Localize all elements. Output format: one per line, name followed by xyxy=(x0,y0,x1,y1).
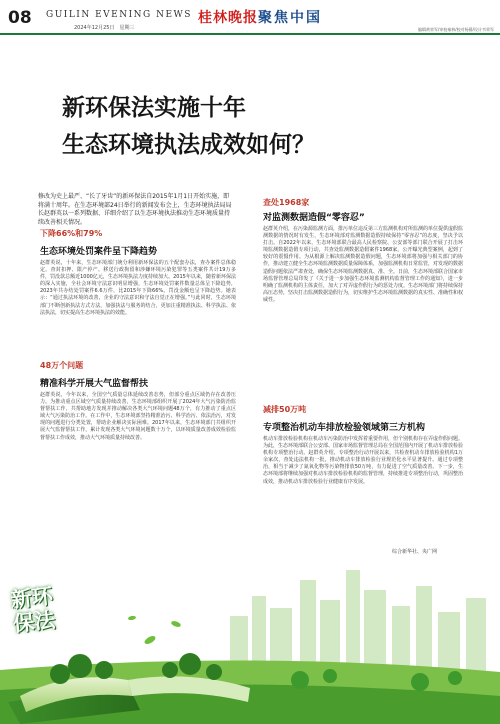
slogan-line-1: 新环 xyxy=(9,583,54,613)
right-section-1-body: 赵群英介绍，在污染源监测方面，排污单位违反第三方监测机构对所监测的单位提供虚假监测数据的情况时有发生，生态环境部对监测数据造假持续保持“零容忍”的态度，坚决予以打击。自2022年以来，生态环境部联合最高人民检察院、公安部等部门联合开展了打击环境监测数据造假专项行动，共查处监测数据造假案件1968家，公开曝光典型案例，起到了较好的震慑作用。为从根源上解决监测数据造假问题，生态环境部将加强与相关部门的协作，推动建立健全生态环境监测数据质量保障体系，加强监测机构日常监管，对发现的数据造假问题依法严肃查处，确保生态环境监测数据真、准、全。日前，生态环境部联合国家市场监督管理总局印发了《关于进一步加强生态环境监测机构监督管理工作的通知》，进一步明确了监测机构的主体责任，加大了对弄虚作假行为的惩处力度。生态环境部门将持续保持高压态势，坚决打击监测数据造假行为，切实维护生态环境监测数据的真实性、准确性和权威性。 xyxy=(263,226,464,303)
left-section-2-label: 48万个问题 xyxy=(40,361,84,370)
left-section-1-label: 下降66%和79% xyxy=(40,229,103,238)
newspaper-logo: 桂林晚报 xyxy=(198,10,258,26)
lead-paragraph: 修改为史上最严、“长了牙齿”的新环保法自2015年1月1日开始实施，即将满十周年。在生态环境部24日举行的新闻发布会上，生态环境执法局局长赵群英以一系列数据、详细介绍了以生态环境执法推动生态环境质量持续改善相关情况。 xyxy=(38,193,232,226)
page-header xyxy=(0,0,500,34)
issue-date: 2024年12月25日 星期三 xyxy=(74,25,135,31)
left-section-1-body: 赵群英说，十年来，生态环境部门统分利用新环保法的五个配套办法，查办案件总体稳定、查封扣押、限产停产、移送行政拘留和涉嫌环境污染犯罪等五类案件共计19万多件，罚没款总额近1000亿元，生态环境执法力度持续加大。2015年以来，随着新环保法的深入实施，全社会环境守法意识明显增强，生态环境处罚案件数量总体呈下降趋势，2023年共办结处罚案件6.6万件，比2015年下降66%。罚没金额也呈下降趋势。她表示：“通过执法环境的改善，企业的守法意识和守法自觉正在增强。”与此同时，生态环境部门不断创新执法方式方法，加强执法与服务的结合，更加注重精准执法、科学执法、依法执法，切实提高生态环境执法的效能。 xyxy=(40,260,236,316)
right-section-2-label: 减排50万吨 xyxy=(263,405,307,414)
right-section-2-title: 专项整治机动车排放检验领域第三方机构 xyxy=(263,423,426,433)
source-credit: 综合新华社、央广网 xyxy=(392,549,438,555)
page-number: 08 xyxy=(8,8,32,28)
right-section-1-label: 查处1968家 xyxy=(263,198,310,207)
slogan-text xyxy=(10,584,57,636)
right-section-2-body: 机动车排放检验机构在机动车污染防治中发挥着重要作用，但个别机构存在弄虚作假问题。为此，生态环境部联合公安部、国家市场监督管理总局在全国范围内开展了机动车排放检验机构专项整治行动。赵群英介绍，专项整治行动开展以来，共检查机动车排放检验机构1万余家次，查处违法机构一批，推动机动车排放检验行业规范化水平显著提升。通过专项整治，相当于减少了氮氧化物等污染物排放50万吨，有力促进了空气质量改善。下一步，生态环境部将继续加强对机动车排放检验机构的监督管理，持续推进专项整治行动，巩固整治成效，推动机动车排放检验行业健康有序发展。 xyxy=(263,436,464,485)
editors-line: 编辑黄荣军/审校秦林/校对杨静/设计韦荣军 xyxy=(417,27,494,32)
paper-name-en: GUILIN EVENING NEWS xyxy=(46,10,192,20)
green-book-illustration xyxy=(0,520,500,724)
left-section-1-title: 生态环境处罚案件呈下降趋势 xyxy=(40,247,158,257)
headline xyxy=(62,90,315,164)
header-divider xyxy=(0,33,500,35)
headline-line-2: 生态环境执法成效如何？ xyxy=(62,132,315,158)
right-section-1-title: 对监测数据造假“零容忍” xyxy=(263,213,365,223)
left-section-2-title: 精准科学开展大气监督帮扶 xyxy=(40,379,149,389)
headline-line-1: 新环保法实施十年 xyxy=(62,95,246,121)
left-section-2-body: 赵群英说，今年以来，全国空气质量总体延续改善态势，但部分重点区域仍存在改善压力。为推动重点区域空气质量持续改善，生态环境部组织开展了2024年大气污染防治监督帮扶工作，共帮助地方发现并推动解决各类大气环境问题48万个，有力推动了重点区域大气污染防治工作。在工作中，生态环境部坚持精准治污、科学治污、依法治污，对发现的问题进行分类处置，帮助企业解决实际困难。2017年以来，生态环境部门共组织开展大气监督帮扶工作，累计发现各类大气环境问题数十万个，以环境质量改善成效检验监督帮扶工作成效，推动大气环境质量持续改善。 xyxy=(40,392,236,441)
slogan-line-2: 保法 xyxy=(12,607,57,637)
section-title: 聚焦中国 xyxy=(258,10,322,26)
